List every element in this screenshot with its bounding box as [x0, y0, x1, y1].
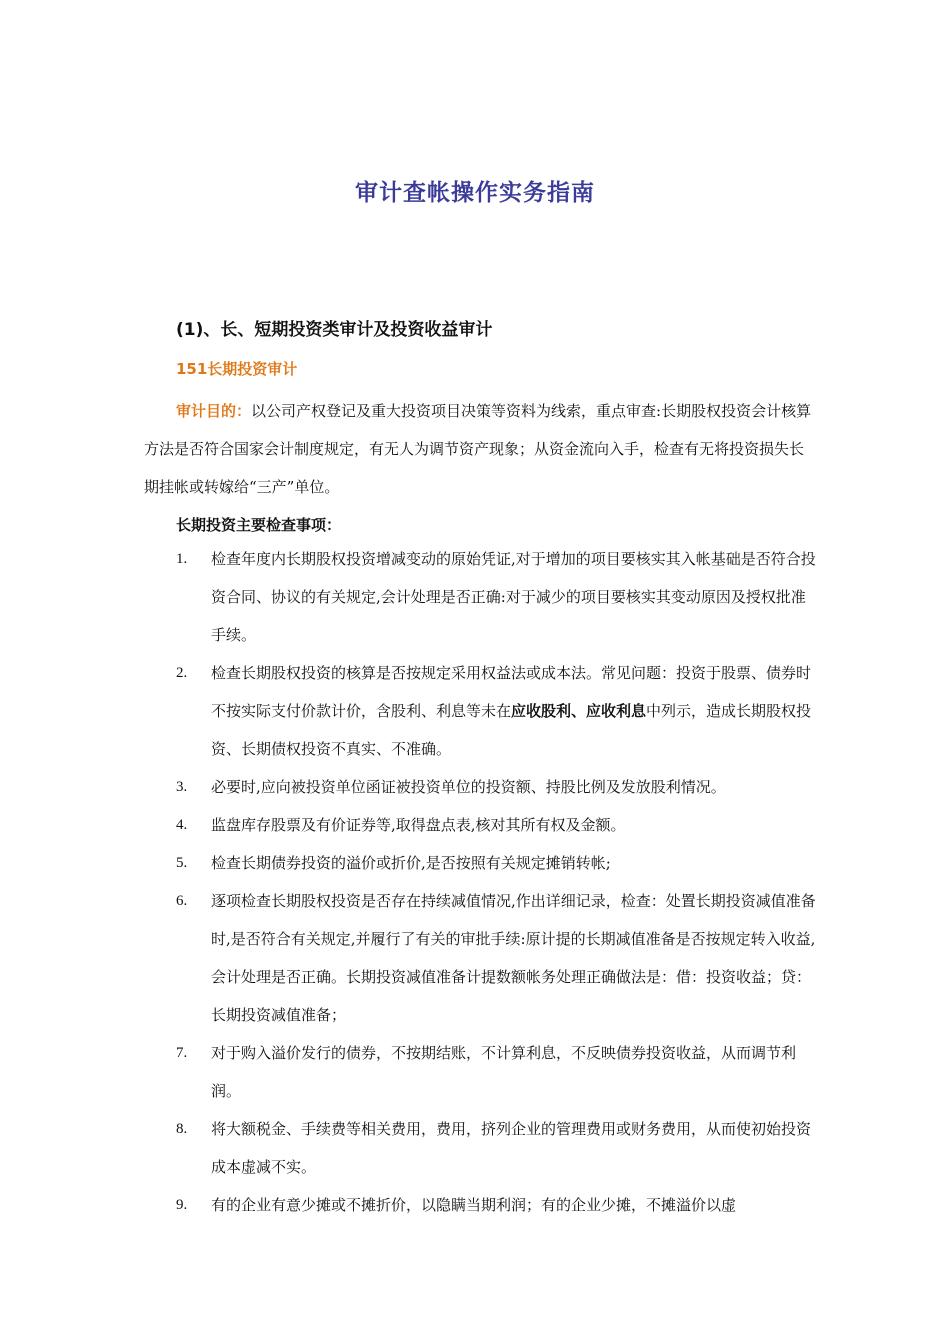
item-text-continued: 中列示，造成长期股权投资、长期债权投资不真实、不准确。	[211, 702, 812, 758]
item-number: 8.	[176, 1121, 188, 1137]
check-item-5	[176, 844, 816, 882]
check-item-8	[176, 1110, 816, 1186]
audit-purpose-label: 审计目的：	[176, 402, 252, 420]
item-text: 检查长期债券投资的溢价或折价,是否按照有关规定摊销转帐;	[211, 854, 611, 872]
item-number: 1.	[176, 551, 188, 567]
item-number: 5.	[176, 855, 188, 871]
check-items-list	[176, 540, 816, 1224]
item-text: 有的企业有意少摊或不摊折价，以隐瞒当期利润；有的企业少摊，不摊溢价以虚	[211, 1196, 737, 1214]
check-item-1	[176, 540, 816, 654]
item-text: 必要时,应向被投资单位函证被投资单位的投资额、持股比例及发放股利情况。	[211, 778, 726, 796]
document-title: 审计查帐操作实务指南	[355, 180, 595, 206]
audit-purpose-paragraph	[144, 392, 814, 506]
check-item-9	[176, 1186, 816, 1224]
item-number: 6.	[176, 893, 188, 909]
check-item-4	[176, 806, 816, 844]
item-number: 9.	[176, 1197, 188, 1213]
item-text: 检查长期股权投资的核算是否按规定采用权益法或成本法。常见问题：投资于股票、债券时不按实际支付价款计价，含股利、利息等未在	[211, 664, 812, 720]
item-number: 7.	[176, 1045, 188, 1061]
check-item-3	[176, 768, 816, 806]
check-item-6	[176, 882, 816, 1034]
item-number: 4.	[176, 817, 188, 833]
item-number: 2.	[176, 665, 188, 681]
check-item-2	[176, 654, 816, 768]
audit-purpose-text: 以公司产权登记及重大投资项目决策等资料为线索，重点审查:长期股权投资会计核算方法是否符合国家会计制度规定，有无人为调节资产现象；从资金流向入手，检查有无将投资损失长期挂帐或转嫁给“三产”单位。	[144, 402, 812, 496]
subsection-heading: 151长期投资审计	[176, 360, 298, 378]
item-text: 检查年度内长期股权投资增减变动的原始凭证,对于增加的项目要核实其入帐基础是否符合投资合同、协议的有关规定,会计处理是否正确:对于减少的项目要核实其变动原因及授权批准手续。	[211, 550, 816, 644]
section-heading: (1)、长、短期投资类审计及投资收益审计	[176, 320, 493, 340]
item-text: 逐项检查长期股权投资是否存在持续减值情况,作出详细记录，检查：处置长期投资减值准备时,是否符合有关规定,并履行了有关的审批手续:原计提的长期减值准备是否按规定转入收益,会计处理是否正确。长期投资减值准备计提数额帐务处理正确做法是：借：投资收益；贷：长期投资减值准备；	[211, 892, 816, 1024]
item-text: 对于购入溢价发行的债券，不按期结账，不计算利息，不反映债券投资收益，从而调节利润。	[211, 1044, 797, 1100]
check-item-7	[176, 1034, 816, 1110]
item-highlight-text: 应收股利、应收利息	[511, 702, 647, 720]
item-number: 3.	[176, 779, 188, 795]
item-text: 监盘库存股票及有价证券等,取得盘点表,核对其所有权及金额。	[211, 816, 626, 834]
item-text: 将大额税金、手续费等相关费用，费用，挤列企业的管理费用或财务费用，从而使初始投资成本虚减不实。	[211, 1120, 812, 1176]
check-items-heading: 长期投资主要检查事项：	[176, 516, 342, 534]
